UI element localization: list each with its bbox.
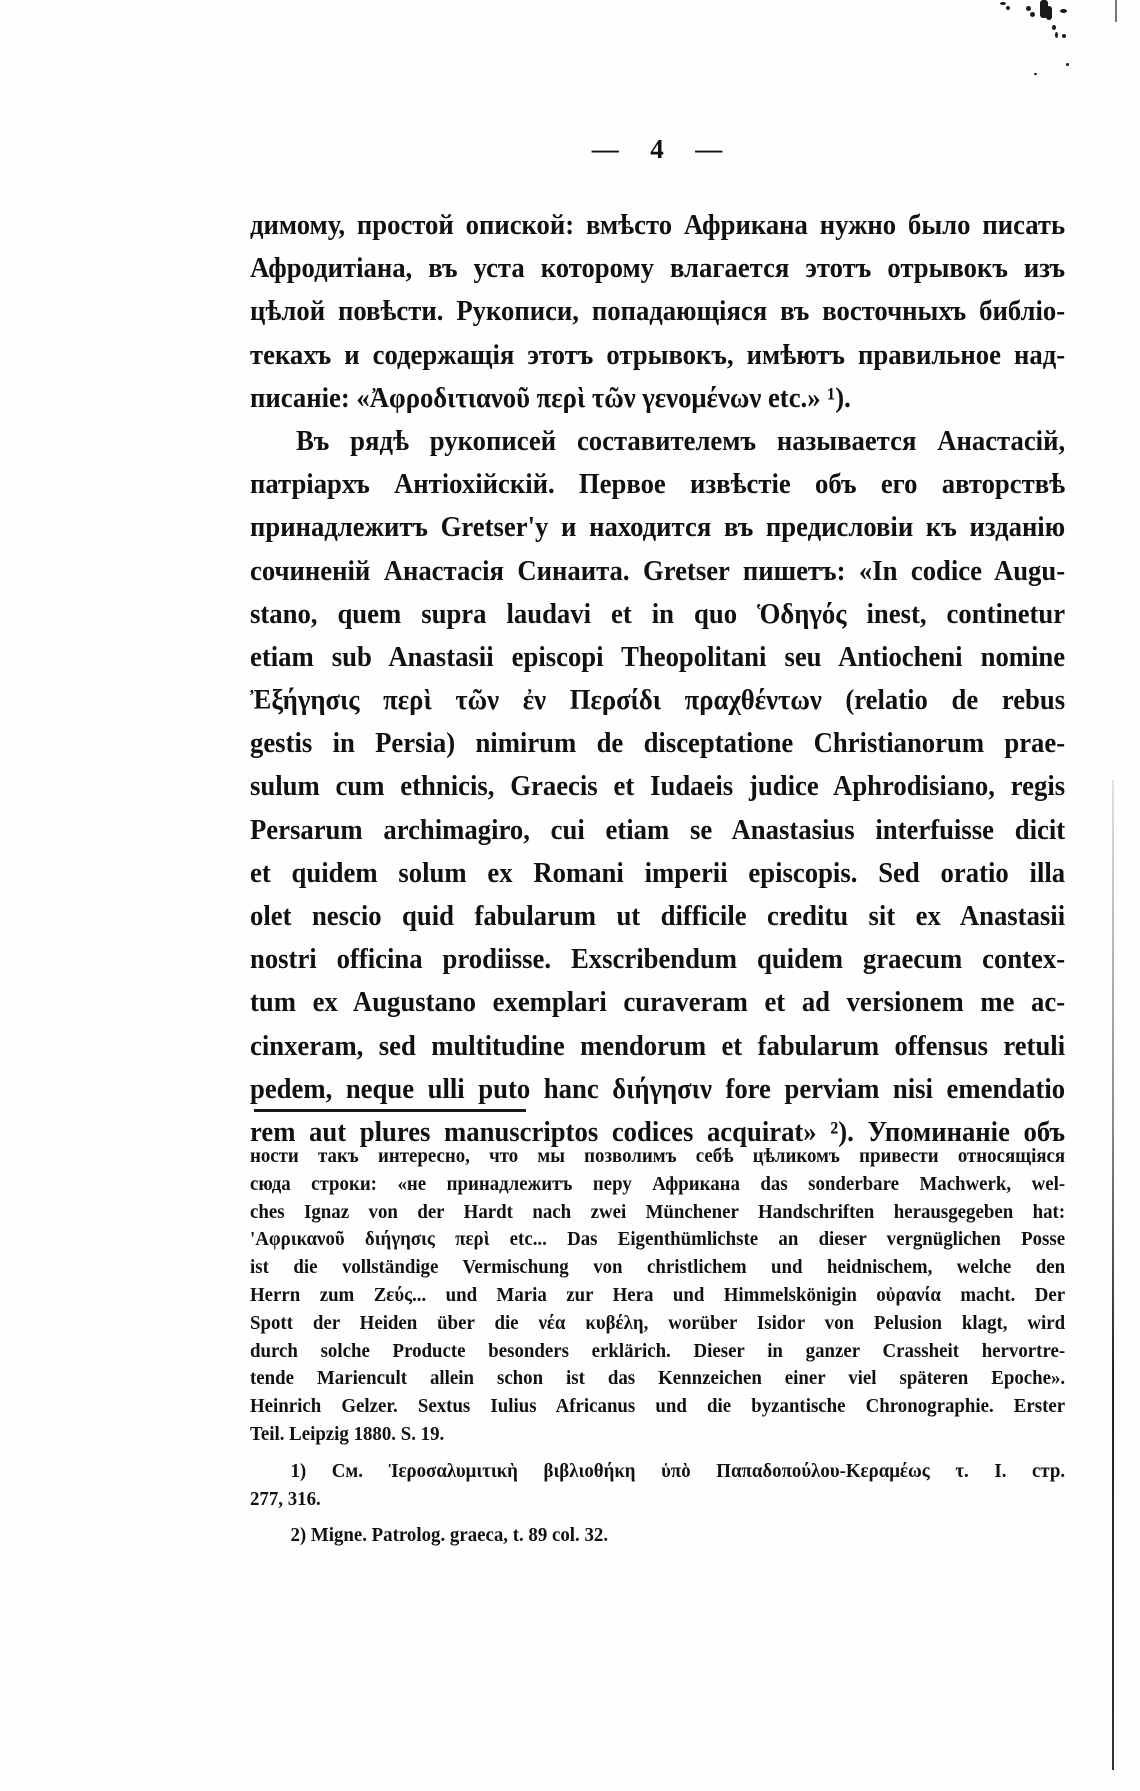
text-line: nostri officina prodiisse. Exscribendum quidem graecum contex- bbox=[250, 943, 1066, 976]
scan-edge-line bbox=[1112, 780, 1114, 1770]
scan-speck bbox=[1046, 6, 1052, 20]
scan-speck bbox=[1115, 0, 1117, 22]
scan-speck bbox=[1055, 32, 1058, 38]
footnote-line: durch solche Producte besonders erklärich. Dieser in ganzer Crassheit hervortre- bbox=[250, 1339, 1066, 1362]
text-line: писаніе: «Ἀφροδιτιανοῦ περὶ τῶν γενομένων etc.» ¹). bbox=[250, 381, 851, 414]
text-line: sulum cum ethnicis, Graecis et Iudaeis judice Aphrodisiano, regis bbox=[250, 770, 1066, 803]
footnote-divider bbox=[254, 1109, 526, 1112]
footnote-line: Teil. Leipzig 1880. S. 19. bbox=[250, 1422, 445, 1445]
footnote-line: Herrn zum Ζεύς... und Maria zur Hera und Himmelskönigin οὐρανία macht. Der bbox=[250, 1283, 1066, 1306]
footnote-2 bbox=[250, 1522, 1000, 1550]
footnote-continuation bbox=[250, 1143, 1066, 1449]
page-number: — 4 — bbox=[591, 134, 729, 164]
text-line: tum ex Augustano exemplari curaveram et ad versionem me ac- bbox=[250, 986, 1066, 1019]
footnote-line: Spott der Heiden über die νέα κυβέλη, worüber Isidor von Pelusion klagt, wird bbox=[250, 1311, 1066, 1334]
footnotes bbox=[250, 1143, 1066, 1550]
scan-speck bbox=[1034, 73, 1037, 75]
text-line: цѣлой повѣсти. Рукописи, попадающіяся въ восточныхъ библіо- bbox=[250, 295, 1066, 328]
footnote-line: 1) См. Ἱεροσαλυμιτικὴ βιβλιοθήκη ὑπὸ Παπαδοπούλου-Κεραμέως τ. I. стр. bbox=[290, 1459, 1066, 1482]
footnote-line: tende Mariencult allein schon ist das Kennzeichen einer viel späteren Epoche». bbox=[250, 1367, 1066, 1390]
text-line: etiam sub Anastasii episcopi Theopolitani seu Antiocheni nomine bbox=[250, 640, 1066, 673]
footnote-line: 277, 316. bbox=[250, 1487, 321, 1510]
footnote-line: ches Ignaz von der Hardt nach zwei Münchener Handschriften herausgegeben hat: bbox=[250, 1200, 1066, 1223]
text-line: димому, простой опиской: вмѣсто Африкана нужно было писать bbox=[250, 209, 1066, 241]
footnote-line: ности такъ интересно, что мы позволимъ себѣ цѣликомъ привести относящіяся bbox=[250, 1145, 1066, 1167]
text-line: rem aut plures manuscriptos codices acquirat» ²). Упоминаніе объ bbox=[250, 1115, 1066, 1148]
text-line: Афродитіана, въ уста которому влагается этотъ отрывокъ изъ bbox=[250, 252, 1066, 285]
footnote-1 bbox=[250, 1458, 1066, 1514]
text-line: сочиненій Анастасія Синаита. Gretser пишетъ: «In codice Augu- bbox=[250, 554, 1066, 587]
scan-speck bbox=[1006, 6, 1010, 10]
footnote-gap bbox=[250, 1513, 1000, 1522]
footnote-line: 'Αφρικανοῦ διήγησις περὶ etc... Das Eigenthümlichste an dieser vergnüglichen Posse bbox=[250, 1228, 1066, 1251]
footnote-line: 2) Migne. Patrolog. graeca, t. 89 col. 32. bbox=[290, 1524, 609, 1547]
text-line: gestis in Persia) nimirum de disceptatione Christianorum prae- bbox=[250, 727, 1066, 760]
scan-speck bbox=[1000, 2, 1006, 5]
text-line: принадлежитъ Gretser'у и находится въ предисловіи къ изданію bbox=[250, 511, 1066, 544]
scan-speck bbox=[1060, 9, 1067, 13]
text-line: et quidem solum ex Romani imperii episcopis. Sed oratio illa bbox=[250, 856, 1066, 889]
text-line: патріархъ Антіохійскій. Первое извѣстіе объ его авторствѣ bbox=[250, 468, 1066, 501]
scan-speck bbox=[1030, 12, 1035, 17]
text-line: Ἐξήγησις περὶ τῶν ἐν Περσίδι πραχθέντων (relatio de rebus bbox=[250, 684, 1066, 717]
text-line: olet nescio quid fabularum ut difficile creditu sit ex Anastasii bbox=[250, 900, 1066, 932]
scan-speck bbox=[1066, 63, 1069, 66]
footnote-line: Heinrich Gelzer. Sextus Iulius Africanus und die byzantische Chronographie. Erster bbox=[250, 1395, 1066, 1418]
text-line: Persarum archimagiro, cui etiam se Anastasius interfuisse dicit bbox=[250, 813, 1066, 846]
footnote-line: ist die vollständige Vermischung von christlichem und heidnischem, welche den bbox=[250, 1256, 1066, 1279]
footnote-gap bbox=[250, 1449, 1000, 1458]
scan-speck bbox=[1026, 6, 1031, 11]
text-line: pedem, neque ulli puto hanc διήγησιν fore perviam nisi emendatio bbox=[250, 1072, 1066, 1105]
footnote-line: сюда строки: «не принадлежитъ перу Африкана das sonderbare Machwerk, wel- bbox=[250, 1172, 1066, 1195]
scan-speck bbox=[1062, 34, 1066, 38]
text-line: cinxeram, sed multitudine mendorum et fabularum offensus retuli bbox=[250, 1029, 1066, 1062]
text-line: stano, quem supra laudavi et in quo Ὁδηγός inest, continetur bbox=[250, 597, 1066, 630]
text-line: текахъ и содержащія этотъ отрывокъ, имѣютъ правильное над- bbox=[250, 338, 1066, 371]
scan-speck bbox=[1052, 25, 1056, 30]
main-text bbox=[250, 204, 1066, 1154]
paragraph-start-line: Въ рядѣ рукописей составителемъ называется Анастасій, bbox=[296, 424, 1066, 457]
